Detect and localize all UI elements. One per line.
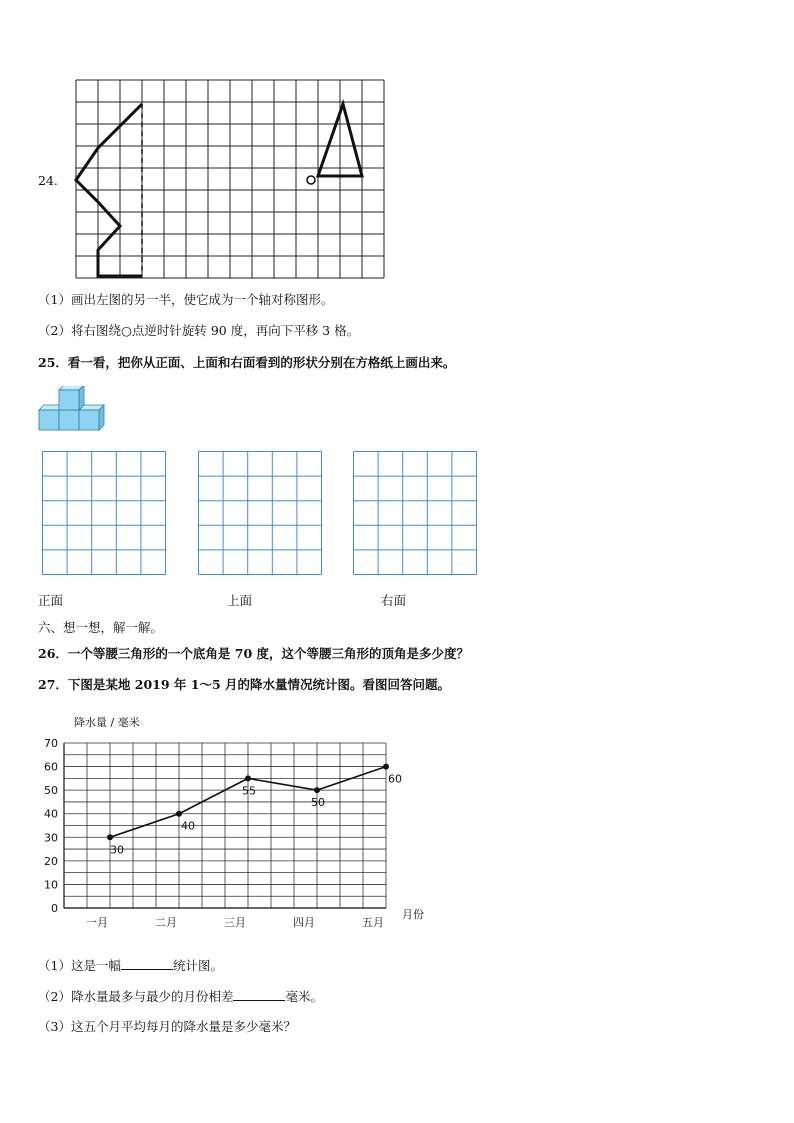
question-27-part-3: （3）这五个月平均每月的降水量是多少毫米？ [38,1019,296,1034]
q27-part2-suffix: 毫米。 [285,989,323,1004]
q27-part2-prefix: （2）降水量最多与最少的月份相差 [38,989,234,1004]
q27-part1-suffix: 统计图。 [172,958,223,973]
question-27-part-1 [38,957,223,974]
question-24-part-1: （1）画出左图的另一半，使它成为一个轴对称图形。 [38,292,334,307]
question-24-grid-figure [70,76,392,282]
label-front-view: 正面 [38,593,64,608]
data-point [314,787,320,793]
rotation-center-o [307,176,315,184]
data-label: 55 [242,784,256,798]
q27-part1-prefix: （1）这是一幅 [38,958,121,973]
grid-front-view [42,451,166,575]
data-label: 50 [311,796,325,810]
label-right-view: 右面 [381,593,407,608]
data-point [176,811,182,817]
data-label: 60 [388,772,402,786]
grid-top-view [198,451,322,575]
y-tick-label: 40 [44,807,58,821]
question-27-part-2 [38,988,323,1005]
chart-x-axis-label: 月份 [402,908,424,921]
data-label: 40 [181,819,195,833]
data-point [107,834,113,840]
question-25-text: 25．看一看，把你从正面、上面和右面看到的形状分别在方格纸上画出来。 [38,355,456,370]
x-tick-label: 二月 [155,916,177,929]
grid-right-view [353,451,477,575]
chart-y-axis-label: 降水量 / 毫米 [74,716,140,729]
x-tick-label: 四月 [293,916,315,929]
y-tick-label: 30 [44,831,58,845]
y-tick-label: 20 [44,854,58,868]
data-point [245,775,251,781]
cube-side-face [99,405,104,430]
question-26-text: 26．一个等腰三角形的一个底角是 70 度，这个等腰三角形的顶角是多少度？ [38,646,469,661]
x-tick-label: 五月 [362,916,384,929]
y-tick-label: 60 [44,760,58,774]
data-point [383,764,389,770]
data-label: 30 [110,843,124,857]
cube-front-face [59,410,79,430]
question-24-part-2: （2）将右图绕○点逆时针旋转 90 度，再向下平移 3 格。 [38,323,360,338]
section-6-heading: 六、想一想，解一解。 [38,620,164,635]
cube-front-face [39,410,59,430]
y-tick-label: 50 [44,784,58,798]
question-24-number: 24. [38,173,58,188]
rainfall-line-chart [38,710,438,940]
y-tick-label: 70 [44,737,58,750]
x-tick-label: 三月 [224,916,246,929]
y-tick-label: 0 [51,902,58,915]
answer-blank-2[interactable] [233,988,285,1001]
answer-blank-1[interactable] [121,957,173,970]
cube-front-face [79,410,99,430]
cube-front-face [59,390,79,410]
label-top-view: 上面 [227,593,253,608]
x-tick-label: 一月 [86,916,108,929]
question-27-text: 27．下图是某地 2019 年 1～5 月的降水量情况统计图。看图回答问题。 [38,677,450,692]
y-tick-label: 10 [44,878,58,892]
cube-stack-figure [38,386,108,434]
